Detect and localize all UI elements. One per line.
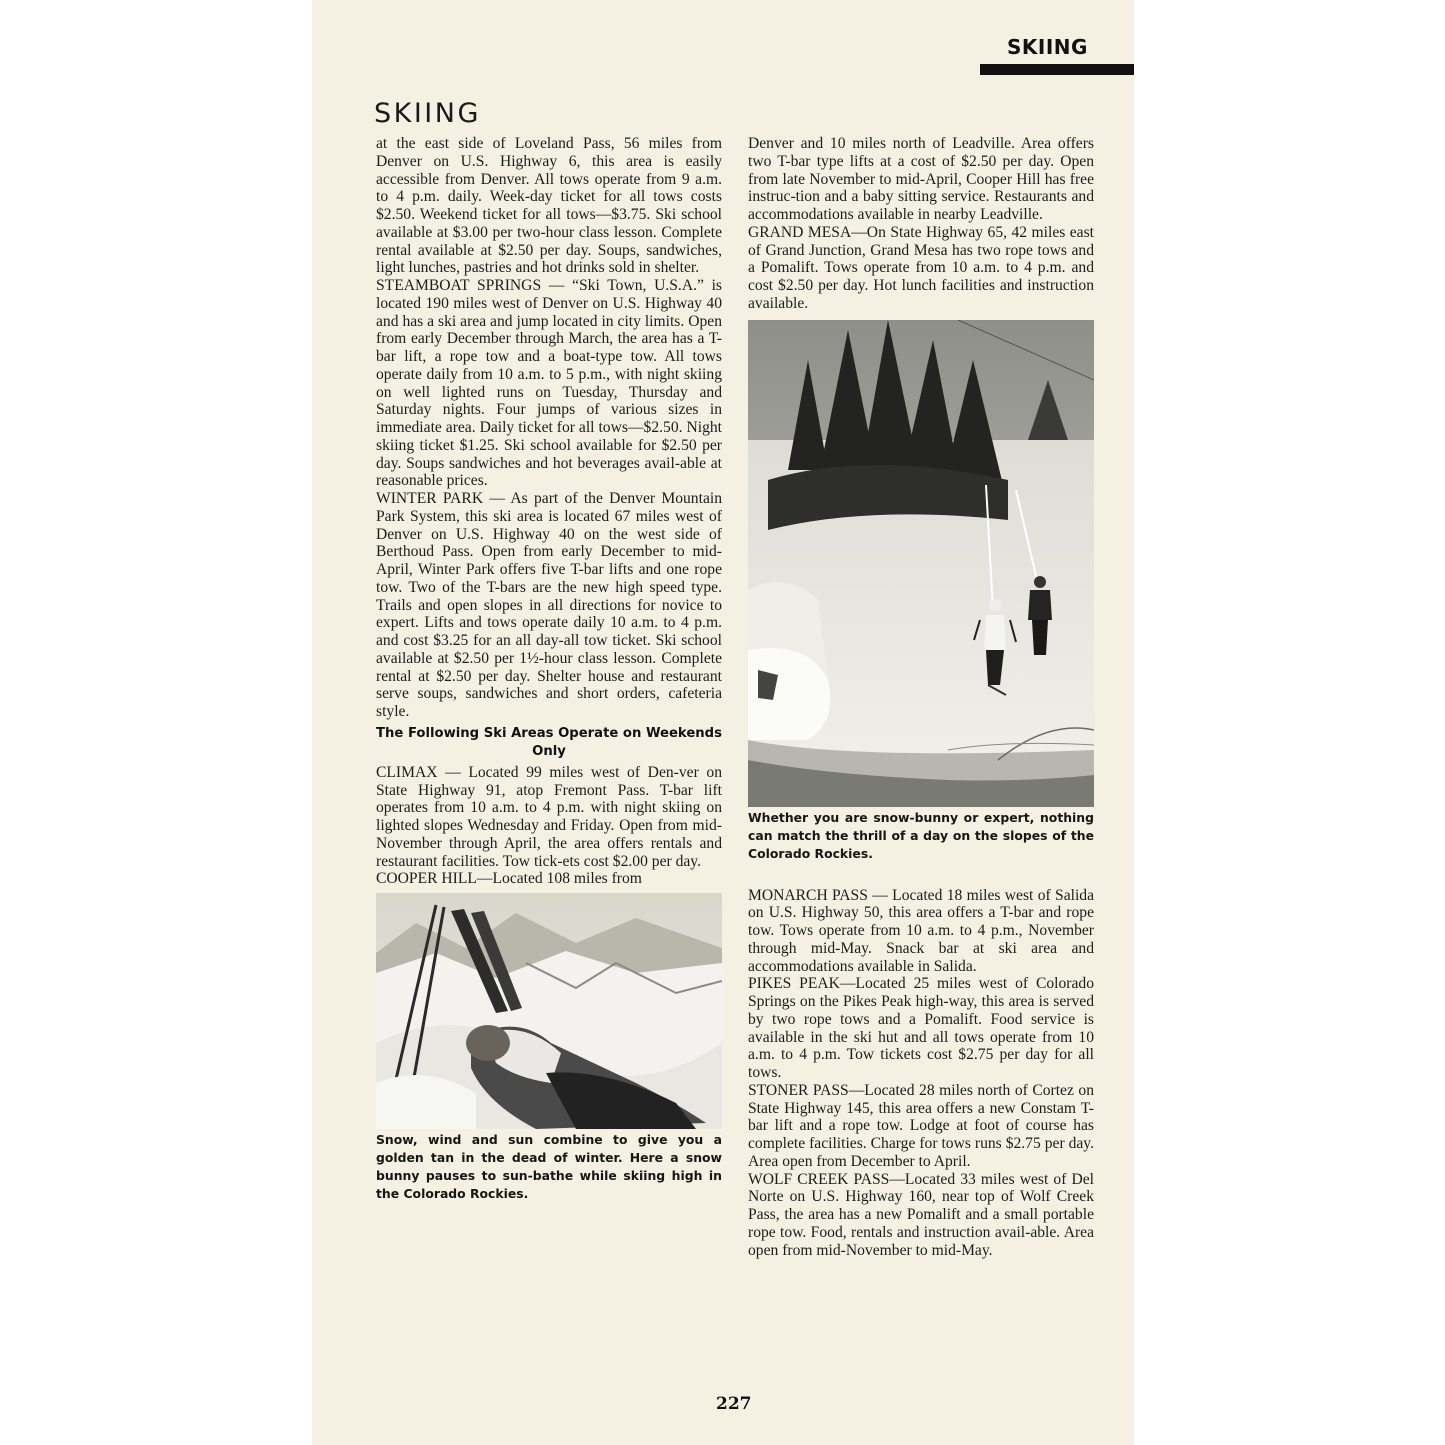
- running-head-rule: [980, 64, 1134, 75]
- running-head: [980, 32, 1134, 75]
- paragraph-winter-park: WINTER PARK — As part of the Denver Mountain Park System, this ski area is located 67 miles west of Denver on U.S. Highway 40 on the west side of Berthoud Pass. Open from early December to mid-April, Winter Park offers five T-bar lifts and one rope tow. Two of the T-bars are the new high speed type. Trails and open slopes in all directions for novice to expert. Lifts and tows operate daily 10 a.m. to 4 p.m. and cost $3.25 for an all day-all tow ticket. Ski school available at $2.50 per 1½-hour class lesson. Complete rental at $2.50 per day. Shelter house and restaurant serve soups, sandwiches and short orders, cafeteria style.: [376, 490, 722, 720]
- paragraph-wolf-creek-pass: WOLF CREEK PASS—Located 33 miles west of Del Norte on U.S. Highway 160, near top of Wolf Creek Pass, the area has a new Pomalift and a small portable rope tow. Food, rentals and instruction avail-able. Area open from mid-November to mid-May.: [748, 1170, 1094, 1259]
- column-gap: [748, 863, 1094, 887]
- right-column: [748, 135, 1094, 1259]
- paragraph-steamboat-springs: STEAMBOAT SPRINGS — “Ski Town, U.S.A.” is located 190 miles west of Denver on U.S. Highway 40 and has a ski area and jump located in city limits. Open from early December through March, the area has a T-bar lift, a rope tow and a boat-type tow. All tows operate daily from 10 a.m. to 5 p.m., with night skiing on well lighted runs on Tuesday, Thursday and Saturday nights. Four jumps of various sizes in immediate area. Daily ticket for all tows—$2.50. Night skiing ticket $1.25. Ski school available for $2.50 per day. Soups sandwiches and hot beverages avail-able at reasonable prices.: [376, 277, 722, 490]
- paragraph-climax: CLIMAX — Located 99 miles west of Den-ver on State Highway 91, atop Fremont Pass. T-bar lift operates from 10 a.m. to 4 p.m. with night skiing on lighted slopes Wednesday and Friday. Open from mid-November through April, the area offers rentals and restaurant facilities. Tow tick-ets cost $2.00 per day.: [376, 763, 722, 870]
- page-number: 227: [716, 1394, 752, 1414]
- skiers-photo-caption: Whether you are snow-bunny or expert, nothing can match the thrill of a day on the slopes of the Colorado Rockies.: [748, 809, 1094, 861]
- paragraph-grand-mesa: GRAND MESA—On State Highway 65, 42 miles east of Grand Junction, Grand Mesa has two rope tows and a Pomalift. Tows operate from 10 a.m. to 4 p.m. and cost $2.50 per day. Hot lunch facilities and instruction available.: [748, 223, 1094, 312]
- paragraph-cooper-hill-cont: Denver and 10 miles north of Leadville. Area offers two T-bar type lifts at a cost of $2.50 per day. Open from late November to mid-April, Cooper Hill has free instruc-tion and a baby sitting service. Restaurants and accommodations available in nearby Leadville.: [748, 135, 1094, 223]
- running-head-text: SKIING: [1007, 35, 1088, 59]
- paragraph-pikes-peak: PIKES PEAK—Located 25 miles west of Colorado Springs on the Pikes Peak high-way, this area is served by two rope tows and a Pomalift. Food service is available in the ski hut and all tows operate from 10 a.m. to 4 p.m. Tow tickets cost $2.75 per day for all tows.: [748, 975, 1094, 1081]
- two-skiers-photo: [748, 320, 1094, 807]
- sunbathing-photo-caption: Snow, wind and sun combine to give you a golden tan in the dead of winter. Here a snow bunny pauses to sun-bathe while skiing high in the Colorado Rockies.: [376, 1132, 722, 1201]
- brochure-page: [312, 0, 1134, 1445]
- paragraph-monarch-pass: MONARCH PASS — Located 18 miles west of Salida on U.S. Highway 50, this area offers a T-bar and rope tow. Tows operate from 10 a.m. to 4 p.m., November through mid-May. Snack bar at ski area and accommodations available in Salida.: [748, 886, 1094, 975]
- section-title: SKIING: [374, 98, 481, 129]
- paragraph-loveland: at the east side of Loveland Pass, 56 miles from Denver on U.S. Highway 6, this area is easily accessible from Denver. All tows operate from 9 a.m. to 4 p.m. daily. Week-day ticket for all tows costs $2.50. Weekend ticket for all tows—$3.75. Ski school available at $3.00 per two-hour class lesson. Complete rental available at $2.50 per day. Soups, sandwiches, light lunches, pastries and hot drinks sold in shelter.: [376, 135, 722, 277]
- left-column: [376, 135, 722, 1203]
- weekends-only-subhead: The Following Ski Areas Operate on Weekends Only: [376, 725, 722, 759]
- paragraph-stoner-pass: STONER PASS—Located 28 miles north of Cortez on State Highway 145, this area offers a new Constam T-bar lift and a rope tow. Lodge at foot of course has complete facilities. Charge for tows runs $2.75 per day. Area open from December to April.: [748, 1081, 1094, 1170]
- paragraph-cooper-hill-start: COOPER HILL—Located 108 miles from: [376, 870, 642, 888]
- sunbathing-skier-photo: [376, 893, 722, 1129]
